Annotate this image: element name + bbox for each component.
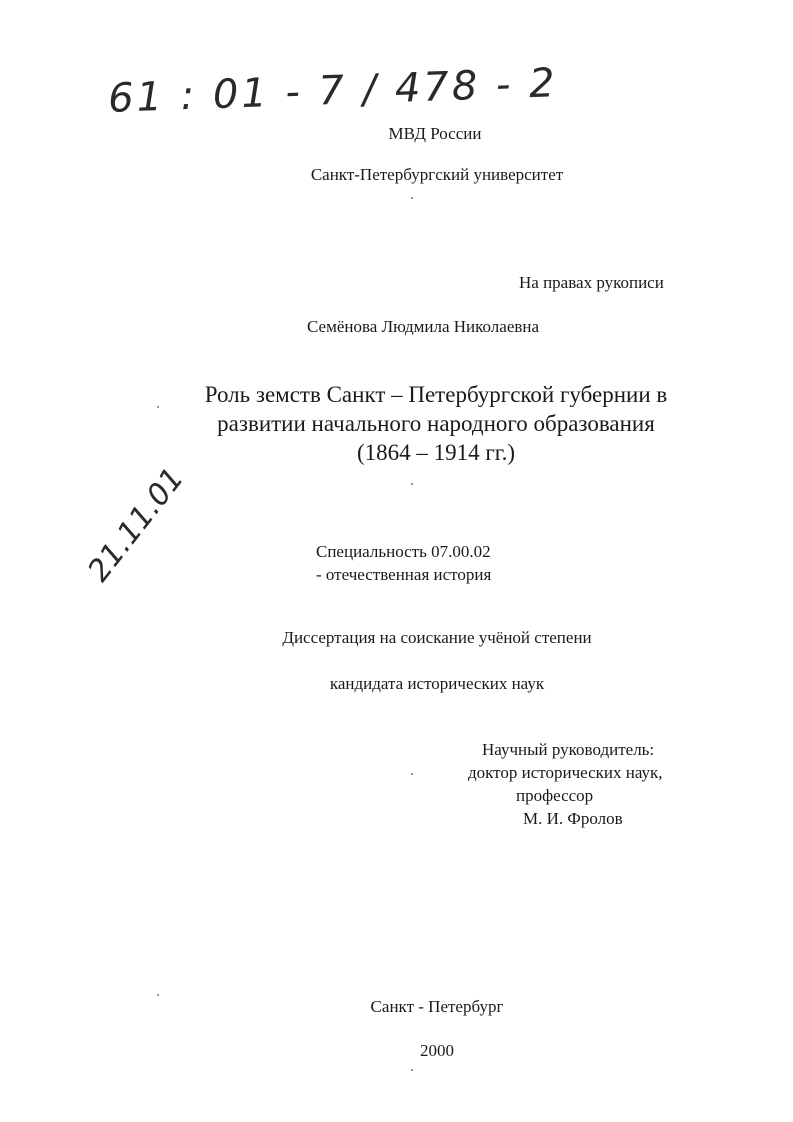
dissertation-purpose: Диссертация на соискание учёной степени	[282, 628, 592, 647]
author-name: Семёнова Людмила Николаевна	[307, 317, 540, 336]
footer-city: Санкт - Петербург	[370, 997, 504, 1016]
advisor-name: М. И. Фролов	[523, 809, 623, 828]
advisor-degree: доктор исторических наук,	[468, 763, 663, 782]
scan-speck	[411, 773, 413, 775]
advisor-rank: профессор	[516, 786, 594, 805]
handwritten-signature-note: 21.11.01	[81, 461, 192, 589]
specialty-name: - отечественная история	[316, 565, 492, 584]
specialty-code: Специальность 07.00.02	[316, 542, 491, 561]
rights-note: На правах рукописи	[519, 273, 664, 292]
footer-year: 2000	[420, 1041, 454, 1060]
scan-speck	[157, 406, 159, 408]
university-name: Санкт-Петербургский университет	[310, 165, 564, 184]
title-line-2: развитии начального народного образования	[217, 411, 655, 436]
title-line-3: (1864 – 1914 гг.)	[356, 440, 516, 465]
scan-speck	[411, 197, 413, 199]
dissertation-degree: кандидата исторических наук	[329, 674, 545, 693]
advisor-label: Научный руководитель:	[482, 740, 655, 759]
scan-speck	[411, 483, 413, 485]
ministry-name: МВД России	[388, 124, 482, 143]
dissertation-title	[136, 380, 736, 467]
title-line-1: Роль земств Санкт – Петербургской губернии в	[204, 382, 668, 407]
scan-speck	[411, 1069, 413, 1071]
scan-speck	[157, 994, 159, 996]
scientific-advisor-block	[468, 738, 698, 830]
handwritten-catalog-code: 61 : 01 - 7 / 478 - 2	[107, 60, 559, 122]
